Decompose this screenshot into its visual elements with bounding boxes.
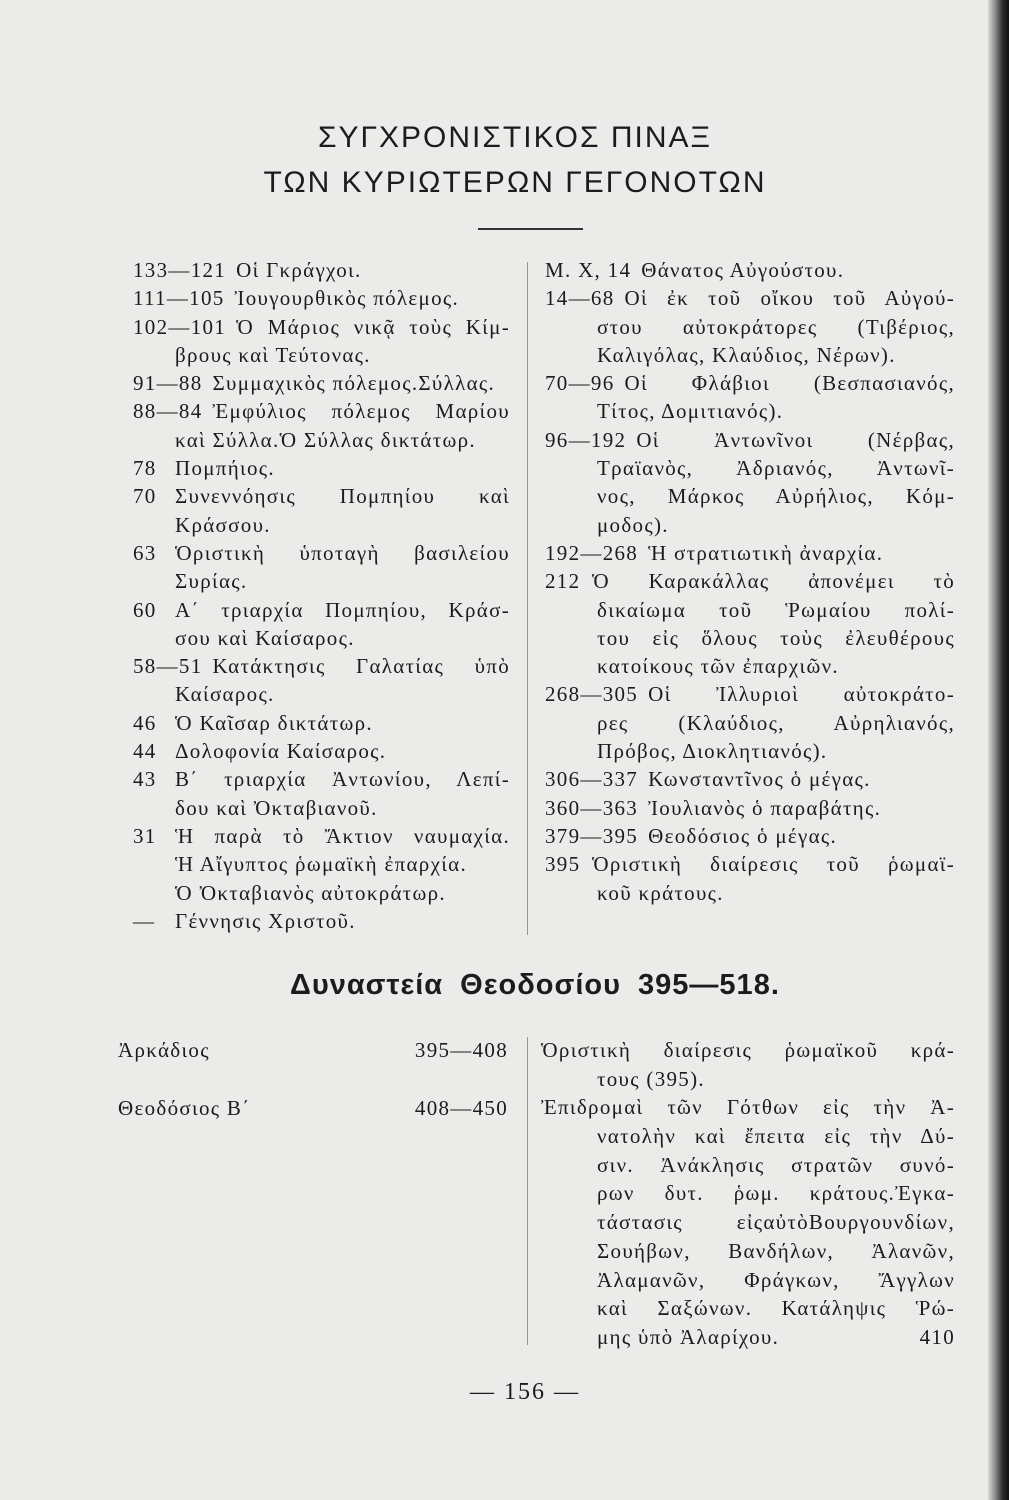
entry-text: Ἰουλιανὸς ὁ παραβάτης. [648, 795, 882, 820]
entry-date: 60 [133, 597, 157, 622]
event-entry [541, 1036, 955, 1093]
timeline-entry [133, 369, 510, 397]
entry-text: Ὁ Καῖσαρ δικτάτωρ. [175, 710, 373, 735]
timeline-entry [545, 680, 955, 765]
right-column [545, 256, 955, 907]
timeline-entry [133, 737, 510, 765]
entry-date: 379—395 [545, 823, 639, 848]
event-line: τάστασις εἰςαὐτὸΒουργουνδίων, [597, 1210, 955, 1235]
event-line: καὶ Σαξώνων. Κατάληψις Ῥώ- [597, 1296, 955, 1321]
entry-line [545, 426, 955, 454]
entry-line [133, 822, 510, 850]
timeline-entry [545, 794, 955, 822]
entry-text: Α΄ τριαρχία Πομπηίου, Κράσ- [175, 597, 510, 622]
ruler-years: 395—408 [414, 1038, 508, 1062]
entry-text: Ἰουγουρθικὸς πόλεμος. [234, 286, 460, 311]
timeline-entry [133, 454, 510, 482]
event-line: Ὁριστικὴ διαίρεσις ῥωμαϊκοῦ κρά- [541, 1038, 955, 1062]
entry-text: Ἐμφύλιος πόλεμος Μαρίου [212, 399, 510, 424]
timeline-entry [545, 539, 955, 567]
ruler-row [118, 1094, 508, 1123]
entry-date: 78 [133, 456, 157, 481]
page-edge-shadow [988, 0, 1009, 1500]
entry-line [133, 454, 510, 482]
ruler-years: 408—450 [414, 1095, 508, 1120]
event-line: σιν. Ἀνάκλησις στρατῶν συνό- [597, 1152, 955, 1177]
entry-line [133, 709, 510, 737]
timeline-entry [545, 850, 955, 907]
dynasty-events [541, 1036, 955, 1352]
timeline-entry [545, 426, 955, 539]
timeline-entry [545, 284, 955, 369]
entry-line: του εἰς ὅλους τοὺς ἐλευθέρους [597, 625, 955, 650]
column-divider [527, 1037, 528, 1345]
entry-date: 91—88 [133, 371, 203, 396]
event-line: Σουήβων, Βανδήλων, Ἀλανῶν, [597, 1238, 955, 1263]
entry-date: 31 [133, 823, 157, 848]
entry-text: Κωνσταντῖνος ὁ μέγας. [648, 767, 871, 792]
entry-line: Καίσαρος. [175, 682, 275, 707]
entry-text: Πομπήιος. [175, 456, 275, 481]
entry-line [133, 737, 510, 765]
timeline-entry [133, 256, 510, 284]
entry-date: 70—96 [545, 371, 615, 396]
entry-line [545, 369, 955, 397]
dynasty-heading: Δυναστεία Θεοδοσίου 395—518. [290, 969, 780, 1001]
entry-date: 70 [133, 484, 157, 509]
entry-line: βρους καὶ Τεύτονας. [175, 342, 371, 367]
event-entry [541, 1093, 955, 1351]
entry-line [545, 822, 955, 850]
entry-text: Ἡ παρὰ τὸ Ἄκτιον ναυμαχία. [175, 823, 510, 848]
entry-date: 46 [133, 710, 157, 735]
entry-line: Ὁ Ὀκταβιανὸς αὐτοκράτωρ. [175, 880, 446, 905]
entry-line [545, 567, 955, 595]
ruler-list [118, 1036, 508, 1123]
entry-line [545, 680, 955, 708]
entry-line [133, 482, 510, 510]
column-divider [527, 262, 528, 935]
entry-text: Θεοδόσιος ὁ μέγας. [648, 823, 838, 848]
entry-line [133, 256, 510, 284]
ruler-row [118, 1036, 508, 1065]
entry-date: 58—51 [133, 654, 203, 679]
entry-date: 14—68 [545, 286, 615, 311]
entry-text: Ὁ Καρακάλλας ἀπονέμει τὸ [592, 569, 955, 594]
entry-line: καὶ Σύλλα.Ὁ Σύλλας δικτάτωρ. [175, 427, 476, 452]
entry-line [133, 765, 510, 793]
entry-line: Συρίας. [175, 569, 248, 594]
timeline-entry [133, 482, 510, 539]
entry-line: Καλιγόλας, Κλαύδιος, Νέρων). [597, 342, 896, 367]
entry-date: 96—192 [545, 427, 627, 452]
entry-line [133, 313, 510, 341]
entry-line: Πρόβος, Διοκλητιανός). [597, 739, 828, 764]
event-line: τους (395). [597, 1066, 705, 1091]
timeline-entry [133, 765, 510, 822]
entry-line: σου καὶ Καίσαρος. [175, 625, 355, 650]
timeline-entry [545, 765, 955, 793]
entry-date: Μ. Χ, 14 [545, 258, 632, 282]
entry-line [133, 539, 510, 567]
timeline-entry [133, 709, 510, 737]
entry-text: Οἱ Ἰλλυριοὶ αὐτοκράτο- [648, 682, 955, 707]
timeline-entry [133, 596, 510, 653]
timeline-entry [133, 397, 510, 454]
entry-date: 212 [545, 569, 581, 594]
event-line: Ἐπιδρομαὶ τῶν Γότθων εἰς τὴν Ἀ- [541, 1095, 955, 1120]
entry-date: 268—305 [545, 682, 639, 707]
entry-line: δικαίωμα τοῦ Ῥωμαίου πολί- [597, 597, 955, 622]
timeline-entry [545, 822, 955, 850]
entry-line: νος, Μάρκος Αὐρήλιος, Κόμ- [597, 484, 955, 509]
entry-text: Ὁριστικὴ ὑποταγὴ βασιλείου [175, 540, 510, 565]
entry-line: κοῦ κράτους. [597, 880, 724, 905]
entry-text: Οἱ ἐκ τοῦ οἴκου τοῦ Αὐγού- [624, 286, 955, 311]
entry-line [133, 652, 510, 680]
timeline-entry [133, 652, 510, 709]
entry-text: Ὁ Μάριος νικᾷ τοὺς Κίμ- [236, 314, 510, 339]
entry-line [545, 850, 955, 878]
entry-line [133, 369, 510, 397]
entry-text: Κατάκτησις Γαλατίας ὑπὸ [212, 654, 510, 679]
entry-line [133, 596, 510, 624]
event-line: νατολὴν καὶ ἔπειτα εἰς τὴν Δύ- [597, 1124, 955, 1149]
entry-line: ρες (Κλαύδιος, Αὐρηλιανός, [597, 710, 955, 735]
entry-line: Τίτος, Δομιτιανός). [597, 399, 784, 424]
entry-text: Ἡ στρατιωτικὴ ἀναρχία. [648, 540, 884, 565]
entry-text: Δολοφονία Καίσαρος. [175, 739, 387, 764]
entry-text: Οἱ Γκράγχοι. [236, 258, 362, 282]
timeline-entry [545, 369, 955, 426]
timeline-entry [545, 256, 955, 284]
title-underline [478, 228, 583, 230]
entry-date: 88—84 [133, 399, 203, 424]
entry-text: Συμμαχικὸς πόλεμος.Σύλλας. [212, 371, 496, 396]
ruler-name: Ἀρκάδιος [118, 1038, 210, 1062]
entry-line: Τραϊανὸς, Ἀδριανός, Ἀντωνῖ- [597, 456, 955, 481]
page-title-line-1: ΣΥΓΧΡΟΝΙΣΤΙΚΟΣ ΠΙΝΑΞ [317, 121, 713, 154]
entry-line [545, 539, 955, 567]
entry-date: 360—363 [545, 795, 639, 820]
entry-date: 111—105 [133, 286, 225, 311]
entry-text: Θάνατος Αὐγούστου. [641, 258, 845, 282]
event-line: ρων δυτ. ῥωμ. κράτους.Ἐγκα- [597, 1181, 955, 1206]
entry-line [133, 907, 510, 935]
entry-date: 306—337 [545, 767, 639, 792]
event-year: 410 [919, 1324, 955, 1349]
entry-line: μοδος). [597, 512, 669, 537]
entry-date: 192—268 [545, 540, 639, 565]
entry-text: Οἱ Φλάβιοι (Βεσπασιανός, [624, 371, 955, 396]
entry-line: Κράσσου. [175, 512, 271, 537]
page-number: — 156 — [470, 1379, 580, 1405]
entry-date: 63 [133, 540, 157, 565]
entry-date: 133—121 [133, 258, 227, 282]
entry-line [545, 794, 955, 822]
entry-date: 43 [133, 767, 157, 792]
timeline-entry [133, 539, 510, 596]
ruler-name: Θεοδόσιος Β΄ [118, 1095, 251, 1120]
timeline-entry [133, 907, 510, 935]
entry-line [545, 765, 955, 793]
entry-date: — [133, 908, 156, 933]
entry-line: δου καὶ Ὀκταβιανοῦ. [175, 795, 378, 820]
entry-text: Οἱ Ἀντωνῖνοι (Νέρβας, [636, 427, 955, 452]
page-title-line-2: ΤΩΝ ΚΥΡΙΩΤΕΡΩΝ ΓΕΓΟΝΟΤΩΝ [263, 166, 767, 199]
event-line: Ἀλαμανῶν, Φράγκων, Ἄγγλων [597, 1267, 955, 1292]
entry-line [545, 284, 955, 312]
event-line [541, 1323, 955, 1352]
entry-line [133, 397, 510, 425]
timeline-entry [545, 567, 955, 680]
left-column [133, 256, 510, 935]
entry-text: Συνεννόησις Πομπηίου καὶ [175, 484, 510, 509]
entry-line: Ἡ Αἴγυπτος ῥωμαϊκὴ ἐπαρχία. [175, 852, 467, 877]
entry-text: Β΄ τριαρχία Ἀντωνίου, Λεπί- [175, 767, 510, 792]
event-text: μης ὑπὸ Ἀλαρίχου. [597, 1324, 780, 1349]
timeline-entry [133, 313, 510, 370]
timeline-entry [133, 822, 510, 907]
entry-line [133, 284, 510, 312]
entry-date: 44 [133, 739, 157, 764]
entry-line: κατοίκους τῶν ἐπαρχιῶν. [597, 654, 839, 679]
timeline-entry [133, 284, 510, 312]
entry-date: 395 [545, 852, 581, 877]
entry-line: στου αὐτοκράτορες (Τιβέριος, [597, 314, 955, 339]
entry-date: 102—101 [133, 314, 227, 339]
entry-text: Ὁριστικὴ διαίρεσις τοῦ ῥωμαϊ- [592, 852, 955, 877]
entry-line [545, 256, 955, 284]
entry-text: Γέννησις Χριστοῦ. [175, 908, 356, 933]
